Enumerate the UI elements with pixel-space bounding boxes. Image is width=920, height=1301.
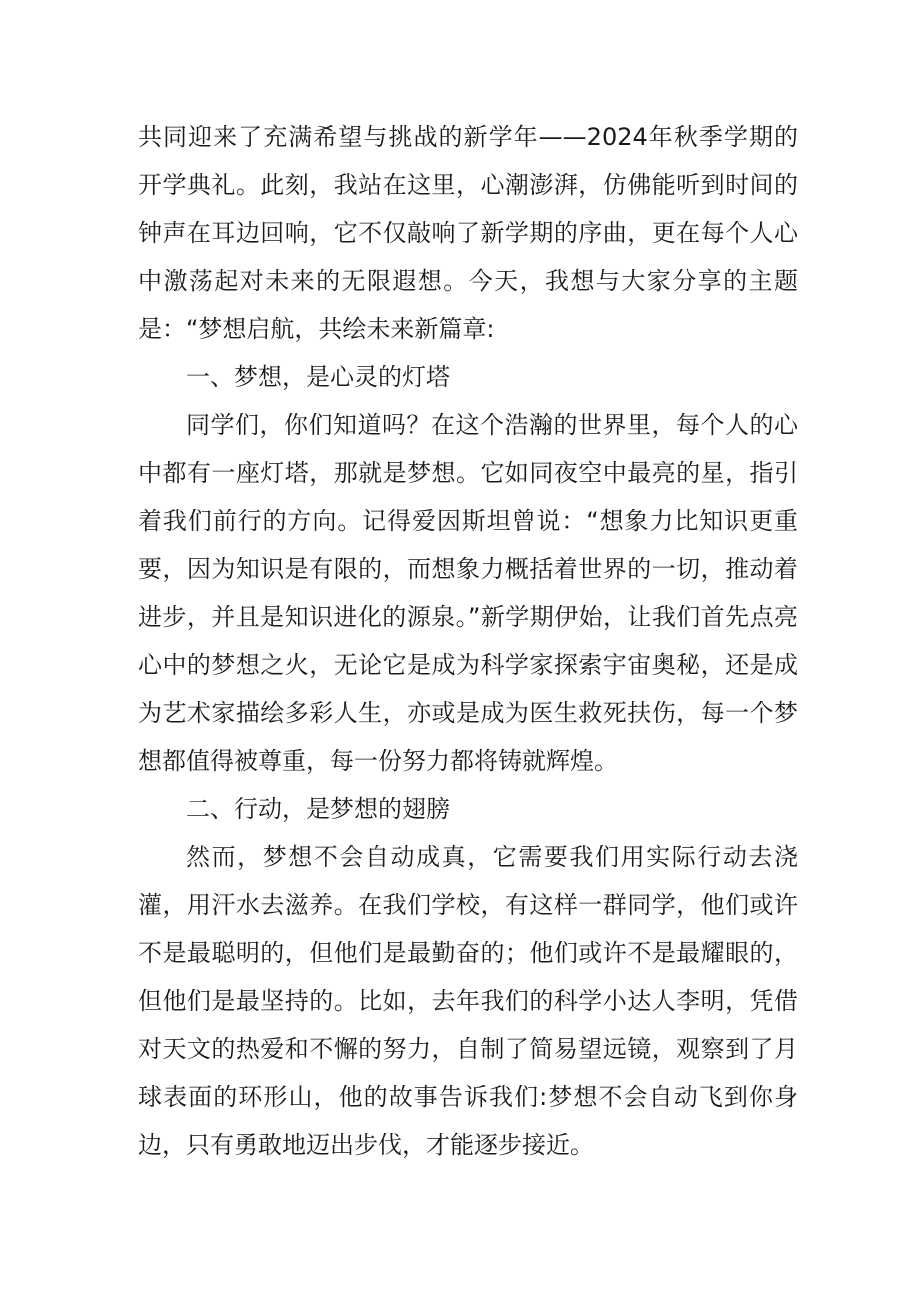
document-body <box>138 113 798 1169</box>
section-heading-action: 二、行动，是梦想的翅膀 <box>186 795 450 823</box>
body-paragraph-dream: 同学们，你们知道吗？在这个浩瀚的世界里，每个人的心中都有一座灯塔，那就是梦想。它如同夜空中最亮的星，指引着我们前行的方向。记得爱因斯坦曾说：“想象力比知识更重要，因为知识是有限的，而想象力概括着世界的一切，推动着进步，并且是知识进化的源泉。”新学期伊始，让我们首先点亮心中的梦想之火，无论它是成为科学家探索宇宙奥秘，还是成为艺术家描绘多彩人生，亦或是成为医生救死扶伤，每一个梦想都值得被尊重，每一份努力都将铸就辉煌。 <box>138 411 798 775</box>
intro-paragraph: 共同迎来了充满希望与挑战的新学年——2024年秋季学期的开学典礼。此刻，我站在这里，心潮澎湃，仿佛能听到时间的钟声在耳边回响，它不仅敲响了新学期的序曲，更在每个人心中激荡起对未来的无限遐想。今天，我想与大家分享的主题是：“梦想启航，共绘未来新篇章: <box>138 123 798 343</box>
section-heading-dream: 一、梦想，是心灵的灯塔 <box>186 363 450 391</box>
body-paragraph-action: 然而，梦想不会自动成真，它需要我们用实际行动去浇灌，用汗水去滋养。在我们学校，有这样一群同学，他们或许不是最聪明的，但他们是最勤奋的；他们或许不是最耀眼的，但他们是最坚持的。比如，去年我们的科学小达人李明，凭借对天文的热爱和不懈的努力，自制了简易望远镜，观察到了月球表面的环形山，他的故事告诉我们:梦想不会自动飞到你身边，只有勇敢地迈出步伐，才能逐步接近。 <box>138 843 798 1159</box>
